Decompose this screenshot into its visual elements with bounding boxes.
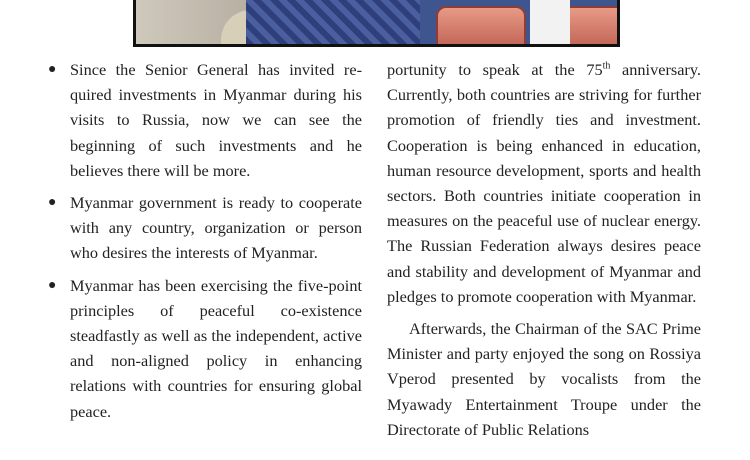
bullet-text: Myanmar government is ready to cooperate with any country, organization or person who desires the interests of Myanmar. xyxy=(70,193,362,263)
photo-carpet xyxy=(246,0,420,44)
bullet-text: Since the Senior General has invited required investments in Myanmar during his visits to Russia, now we can see the beginning of such investments and he believes there will be more. xyxy=(70,60,362,180)
bullet-list xyxy=(48,57,362,424)
bullet-icon: ● xyxy=(48,195,57,211)
ordinal-suffix: th xyxy=(602,60,611,72)
bullet-icon: ● xyxy=(48,277,57,293)
photo-person xyxy=(530,0,570,44)
event-photo xyxy=(133,0,620,47)
paragraph-start: portunity to speak at the 75 xyxy=(387,60,603,79)
bullet-item xyxy=(48,190,362,266)
bullet-item xyxy=(48,273,362,424)
left-column xyxy=(48,57,362,431)
bullet-text: Myanmar has been exercising the five-point principles of peaceful co-existence steadfastly as well as the independent, active and non-aligned policy in enhancing relations with countries for ensuring global peace. xyxy=(70,275,362,421)
bullet-item xyxy=(48,57,362,183)
paragraph: Afterwards, the Chairman of the SAC Prime Minister and party enjoyed the song on Rossiya Vperod presented by vocalists from the Myawady Entertainment Troupe under the Directorate of Public Relations xyxy=(387,319,701,439)
paragraph xyxy=(387,57,701,309)
bullet-icon: ● xyxy=(48,62,57,77)
right-column xyxy=(387,57,701,449)
paragraph-rest: anniversary. Currently, both countries are striving for further promotion of friendly ties and investment. Cooperation is being enhanced in education, human resource development, sports and health sectors. Both countries initiate cooperation in measures on the peaceful use of nuclear energy. The Russian Federation always desires peace and stability and development of Myanmar and pledges to promote cooperation with Myanmar. xyxy=(387,60,701,306)
photo-chair xyxy=(436,6,526,46)
